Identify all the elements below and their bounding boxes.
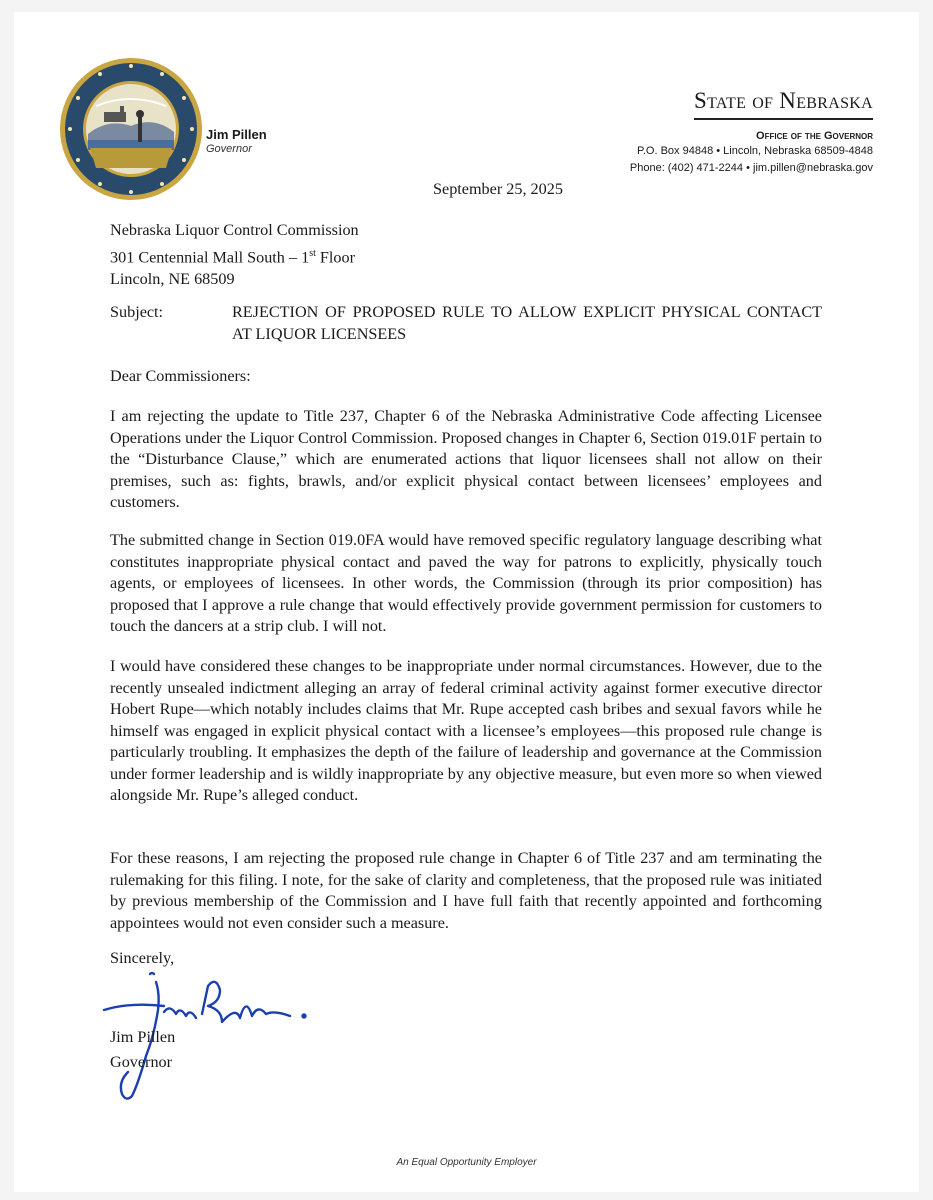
phone-email: Phone: (402) 471-2244 • jim.pillen@nebraska.gov — [629, 162, 873, 174]
salutation: Dear Commissioners: — [110, 367, 251, 385]
state-name: State of Nebraska — [694, 88, 873, 120]
paragraph-4: For these reasons, I am rejecting the proposed rule change in Chapter 6 of Title 237 and am terminating the rulemaking for this filing. I note, for the sake of clarity and completeness, that the proposed rule was initiated by previous membership of the Commission and I have full faith that recently appointed and forthcoming appointees would not even consider such a measure. — [110, 849, 822, 932]
signer-title: Governor — [110, 1053, 173, 1071]
recipient-line-2-suffix: Floor — [315, 247, 355, 266]
letterhead-state-block — [630, 88, 873, 176]
footer-tagline: An Equal Opportunity Employer — [396, 1157, 537, 1168]
governor-block — [206, 127, 267, 155]
state-seal-icon — [58, 56, 204, 202]
paragraph-1: I am rejecting the update to Title 237, Chapter 6 of the Nebraska Administrative Code affecting Licensee Operations under the Liquor Control Commission. Proposed changes in Chapter 6, Section 019.01F pertain to the “Disturbance Clause,” which are enumerated actions that liquor licensees shall not allow on their premises, such as: fights, brawls, and/or explicit physical contact between licensees’ employees and customers. — [110, 407, 822, 511]
letter-date: September 25, 2025 — [433, 180, 563, 198]
mailing-address: P.O. Box 94848 • Lincoln, Nebraska 68509-4848 — [636, 145, 873, 157]
paragraph-3: I would have considered these changes to be inappropriate under normal circumstances. However, due to the recently unsealed indictment alleging an array of federal criminal activity against former executive director Hobert Rupe—which notably includes claims that Mr. Rupe accepted cash bribes and sexual favors while he himself was engaged in explicit physical contact with a licensee’s employees—this proposed rule change is particularly troubling. It emphasizes the depth of the failure of leadership and governance at the Commission under former leadership and is wildly inappropriate by any objective measure, but even more so when viewed alongside Mr. Rupe’s alleged conduct. — [110, 657, 822, 804]
recipient-line-2-sup: st — [309, 247, 316, 259]
signer-name: Jim Pillen — [110, 1028, 176, 1046]
office-name: Office of the Governor — [756, 130, 873, 142]
paragraph-2: The submitted change in Section 019.0FA would have removed specific regulatory language describing what constitutes inappropriate physical contact and paved the way for patrons to explicitly, physically touch agents, or employees of licensees. In other words, the Commission (through its prior composition) has proposed that I approve a rule change that would effectively provide government permission for customers to touch the dancers at a strip club. I will not. — [110, 531, 822, 635]
recipient-line-3: Lincoln, NE 68509 — [110, 270, 235, 289]
letter-page — [14, 12, 919, 1192]
governor-name: Jim Pillen — [206, 127, 267, 142]
governor-title: Governor — [206, 143, 252, 155]
subject-label: Subject: — [110, 303, 164, 321]
recipient-line-2 — [110, 243, 359, 269]
subject-text: REJECTION OF PROPOSED RULE TO ALLOW EXPLICIT PHYSICAL CONTACT AT LIQUOR LICENSEES — [232, 303, 822, 343]
recipient-line-2-prefix: 301 Centennial Mall South – 1 — [110, 247, 310, 266]
closing: Sincerely, — [110, 949, 175, 967]
recipient-line-1: Nebraska Liquor Control Commission — [110, 221, 359, 239]
recipient-address — [110, 220, 359, 292]
